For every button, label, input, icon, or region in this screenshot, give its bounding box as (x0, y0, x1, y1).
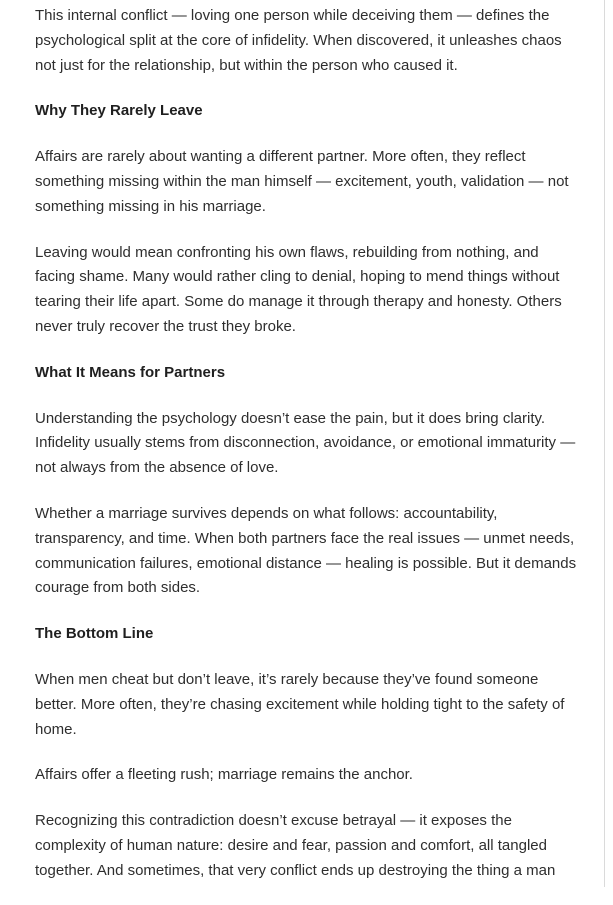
paragraph-recognizing-contradiction: Recognizing this contradiction doesn’t excuse betrayal — it exposes the complexity of human nature: desire and fear, passion and comfort, all tangled together. And sometimes, that very conflict ends up destroying the thing a man (35, 812, 556, 879)
paragraph-whether-marriage-survives: Whether a marriage survives depends on what follows: accountability, transparency, and time. When both partners face the real issues — unmet needs, communication failures, emotional distance — healing is possible. But it demands courage from both sides. (35, 504, 577, 597)
paragraph-when-men-cheat: When men cheat but don’t leave, it’s rarely because they’ve found someone better. More often, they’re chasing excitement while holding tight to the safety of home. (35, 670, 565, 738)
heading-what-it-means: What It Means for Partners (35, 363, 226, 381)
heading-why-they-rarely-leave: Why They Rarely Leave (35, 102, 203, 120)
paragraph-affairs-offer: Affairs offer a fleeting rush; marriage remains the anchor. (35, 766, 413, 784)
paragraph-leaving-would-mean: Leaving would mean confronting his own flaws, rebuilding from nothing, and facing shame. Many would rather cling to denial, hoping to mend things without tearing their life apart. Some do manage it through therapy and honesty. Others never truly recover the trust they broke. (35, 243, 562, 335)
article-body (35, 4, 580, 905)
paragraph-internal-conflict: This internal conflict — loving one person while deceiving them — defines the psychological split at the core of infidelity. When discovered, it unleashes chaos not just for the relationship, but within the person who caused it. (35, 7, 562, 74)
heading-bottom-line: The Bottom Line (35, 625, 154, 643)
paragraph-understanding-psychology: Understanding the psychology doesn’t ease the pain, but it does bring clarity. Infidelity usually stems from disconnection, avoidance, or emotional immaturity — not always from the absence of love. (35, 409, 576, 477)
paragraph-affairs-rarely: Affairs are rarely about wanting a different partner. More often, they reflect something missing within the man himself — excitement, youth, validation — not something missing in his marriage. (35, 148, 569, 215)
